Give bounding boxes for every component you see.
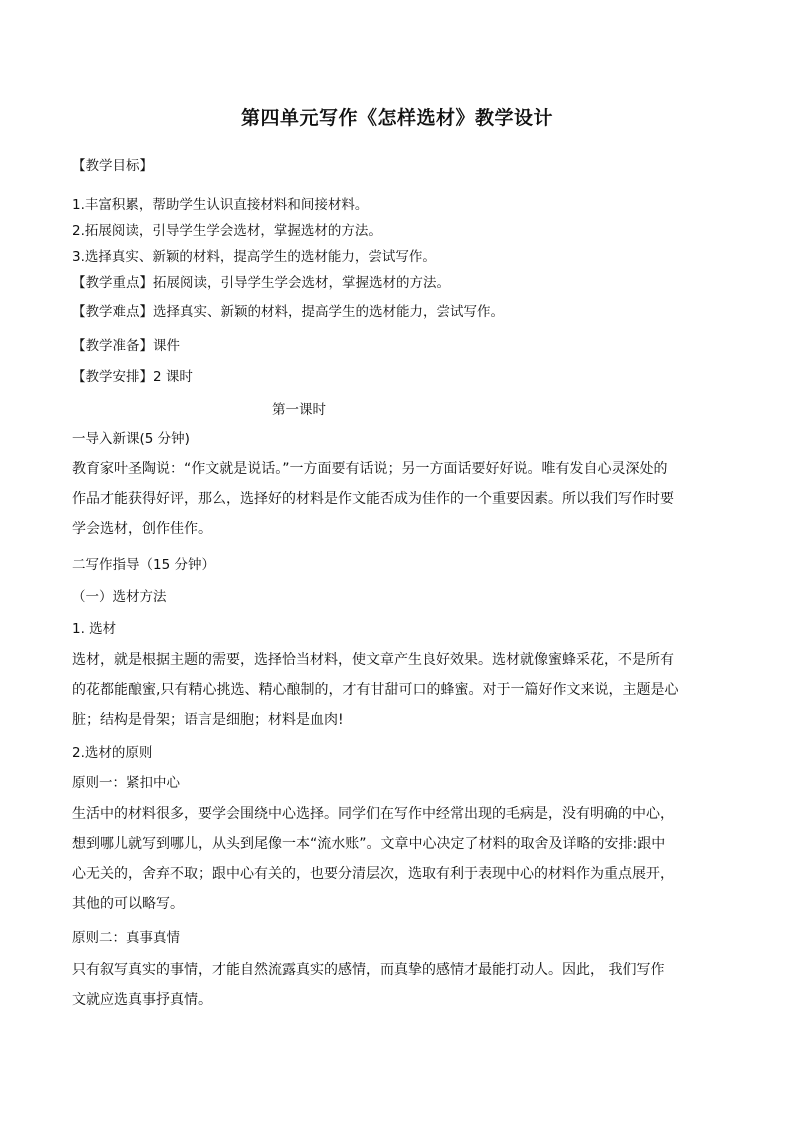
paragraph-line: 教育家叶圣陶说：“作文就是说话。”一方面要有话说；另一方面话要好好说。唯有发自心灵深处的: [72, 461, 668, 477]
preparation: 【教学准备】课件: [72, 338, 180, 354]
intro-paragraph: [72, 459, 722, 539]
paragraph-line: 的花都能酿蜜,只有精心挑选、精心酿制的，才有甘甜可口的蜂蜜。对于一篇好作文来说，主题是心: [72, 682, 679, 698]
item1-paragraph: [72, 650, 722, 730]
principle2-paragraph: [72, 960, 722, 1010]
method-header: （一）选材方法: [72, 589, 167, 605]
principle1-header: 原则一：紧扣中心: [72, 775, 180, 791]
paragraph-line: 脏；结构是骨架；语言是细胞；材料是血肉!: [72, 712, 344, 728]
paragraph-line: 其他的可以略写。: [72, 896, 184, 912]
objective-item-1: 1.丰富积累，帮助学生认识直接材料和间接材料。: [72, 197, 369, 213]
lesson-title: 第一课时: [272, 402, 326, 418]
paragraph-line: 只有叙写真实的事情，才能自然流露真实的感情，而真挚的感情才最能打动人。因此， 我们写作: [72, 962, 665, 978]
paragraph-line: 想到哪儿就写到哪儿，从头到尾像一本“流水账”。文章中心决定了材料的取舍及详略的安排:跟中: [72, 836, 666, 852]
paragraph-line: 心无关的，舍弃不取；跟中心有关的，也要分清层次，选取有利于表现中心的材料作为重点展开，: [72, 866, 674, 882]
objective-item-2: 2.拓展阅读，引导学生学会选材，掌握选材的方法。: [72, 223, 382, 239]
item1-header: 1. 选材: [72, 621, 117, 637]
objectives-header: 【教学目标】: [72, 158, 153, 174]
arrangement: 【教学安排】2 课时: [72, 369, 193, 385]
intro-header: 一导入新课(5 分钟): [72, 431, 190, 447]
paragraph-line: 选材，就是根据主题的需要，选择恰当材料，使文章产生良好效果。选材就像蜜蜂采花，不是所有: [72, 652, 674, 668]
guide-header: 二写作指导（15 分钟）: [72, 557, 215, 573]
document-title: 第四单元写作《怎样选材》教学设计: [240, 107, 553, 129]
item2-header: 2.选材的原则: [72, 745, 153, 761]
paragraph-line: 文就应选真事抒真情。: [72, 992, 212, 1008]
difficulty-point: 【教学难点】选择真实、新颖的材料，提高学生的选材能力，尝试写作。: [72, 304, 504, 320]
principle1-paragraph: [72, 804, 722, 914]
key-point: 【教学重点】拓展阅读，引导学生学会选材，掌握选材的方法。: [72, 275, 450, 291]
paragraph-line: 学会选材，创作佳作。: [72, 521, 212, 537]
objective-item-3: 3.选择真实、新颖的材料，提高学生的选材能力，尝试写作。: [72, 249, 436, 265]
principle2-header: 原则二：真事真情: [72, 930, 180, 946]
paragraph-line: 生活中的材料很多，要学会围绕中心选择。同学们在写作中经常出现的毛病是，没有明确的中心，: [72, 806, 674, 822]
paragraph-line: 作品才能获得好评，那么，选择好的材料是作文能否成为佳作的一个重要因素。所以我们写作时要: [72, 491, 674, 507]
